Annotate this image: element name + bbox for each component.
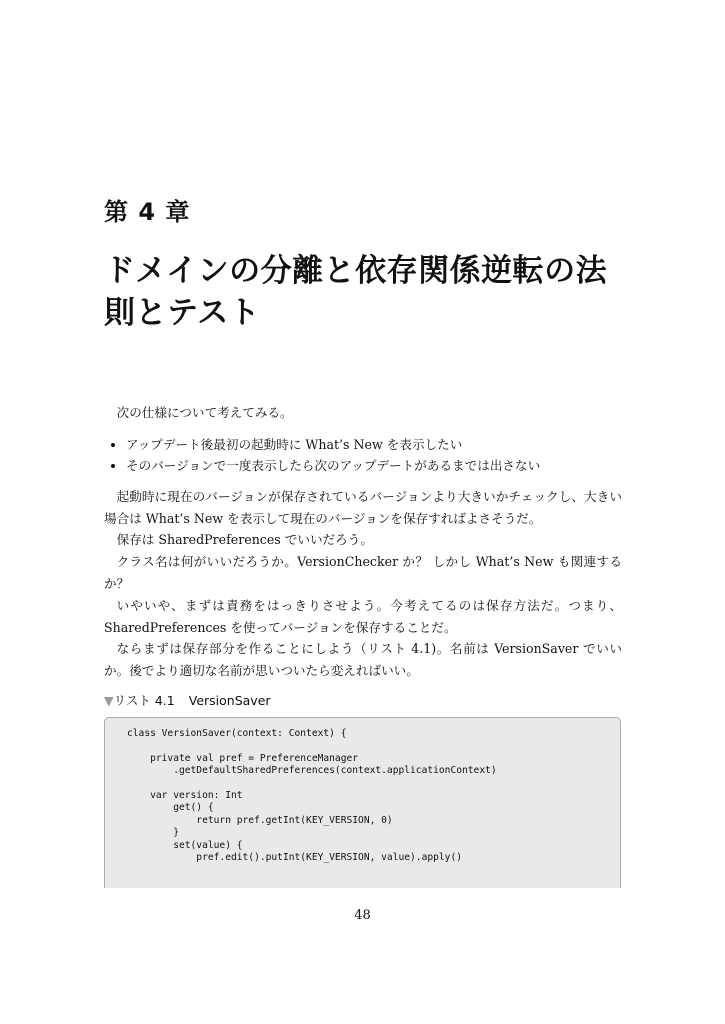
code-line: set(value) { [173,839,243,851]
code-line: return pref.getInt(KEY_VERSION, 0) [196,814,393,826]
list-item: • アップデート後最初の起動時に What’s New を表示したい [126,434,622,455]
code-text [105,718,620,864]
paragraph: 起動時に現在のバージョンが保存されているバージョンより大きいかチェックし、大きい場合は What’s New を表示して現在のバージョンを保存すればよさそうだ。 [104,488,622,526]
listing-label: リスト 4.1 [113,693,175,708]
code-line: .getDefaultSharedPreferences(context.applicationContext) [173,765,497,777]
list-item: • そのバージョンで一度表示したら次のアップデートがあるまでは出さない [126,455,622,476]
chapter-label: 第 4 章 [104,198,191,226]
paragraph: いやいや、まずは責務をはっきりさせよう。今考えてるのは保存方法だ。つまり、SharedPreferences を使ってバージョンを保存することだ。 [104,597,622,635]
paragraph: ならまずは保存部分を作ることにしよう（リスト 4.1)。名前は VersionSaver でいいか。後でより適切な名前が思いついたら変えればいい。 [104,641,622,679]
code-line: class VersionSaver(context: Context) { [127,728,347,739]
code-line: get() { [173,802,214,814]
paragraph: 保存は SharedPreferences でいいだろう。 [116,532,373,548]
spec-list [104,434,622,476]
chapter-title: ドメインの分離と依存関係逆転の法則とテスト [104,253,608,331]
code-line: } [173,827,179,839]
code-block [104,717,621,888]
code-line: var version: Int [150,790,243,802]
triangle-down-icon: ▼ [104,693,114,708]
code-line: private val pref = PreferenceManager [150,752,359,764]
code-line: pref.edit().putInt(KEY_VERSION, value).apply() [196,852,463,864]
listing-caption [104,691,271,709]
paragraph: クラス名は何がいいだろうか。VersionChecker か？ しかし What’s New も関連するか？ [104,554,622,591]
page-number: 48 [354,908,371,923]
intro-paragraph: 次の仕様について考えてみる。 [116,405,293,420]
listing-name: VersionSaver [188,693,271,708]
body-text [104,402,622,682]
